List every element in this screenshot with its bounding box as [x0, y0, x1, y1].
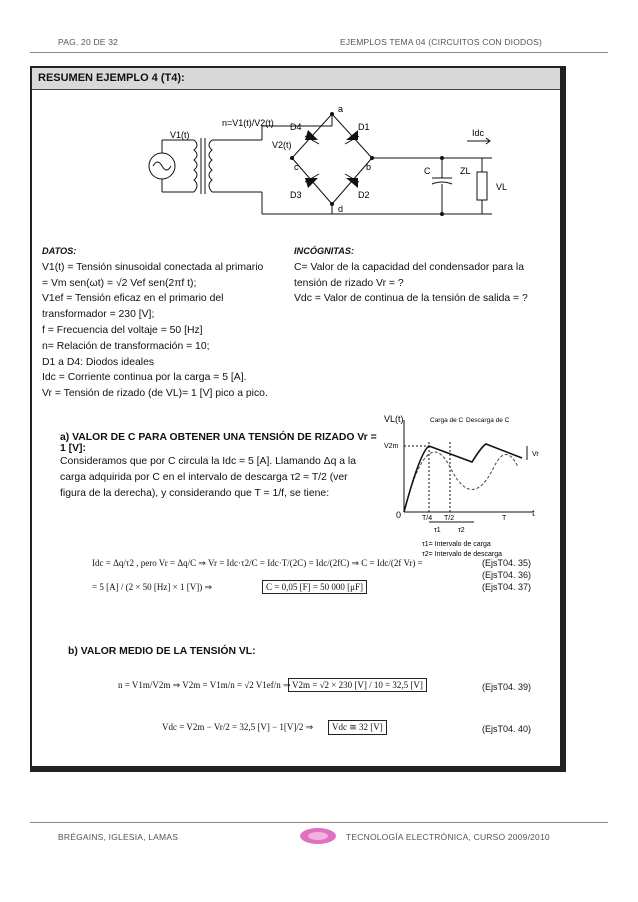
label-ratio: n=V1(t)/V2(t): [222, 118, 274, 128]
section-a-title: a) VALOR DE C PARA OBTENER UNA TENSIÓN DE RIZADO Vr = 1 [V]:: [60, 432, 377, 454]
datos-title: DATOS:: [42, 246, 77, 256]
datos-line: f = Frecuencia del voltaje = 50 [Hz]: [42, 324, 203, 336]
incognitas-line: Vdc = Valor de continua de la tensión de salida = ?: [294, 293, 528, 305]
label-d2: D2: [358, 190, 370, 200]
label-node-d: d: [338, 204, 344, 214]
label-node-c: c: [294, 162, 299, 172]
incognitas-block: [294, 244, 552, 307]
university-logo-icon: [298, 826, 338, 846]
label-idc: Idc: [472, 128, 485, 138]
document-header-title: EJEMPLOS TEMA 04 (CIRCUITOS CON DIODOS): [340, 37, 543, 47]
label-v1: V1(t): [170, 130, 190, 140]
equation-ref-36: (EjsT04. 36): [482, 570, 532, 580]
section-a: [60, 432, 380, 501]
equation-40-derivation: Vdc = V2m − Vr/2 = 32,5 [V] − 1[V]/2 ⇒: [162, 722, 314, 732]
graph-label-t: t: [532, 508, 535, 518]
panel-title: RESUMEN EJEMPLO 4 (T4):: [32, 68, 560, 90]
graph-legend-tau2: τ2= Intervalo de descarga: [422, 551, 503, 558]
footer-course: TECNOLOGÍA ELECTRÓNICA, CURSO 2009/2010: [346, 832, 550, 842]
section-b-title: b) VALOR MEDIO DE LA TENSIÓN VL:: [68, 646, 256, 657]
footer-rule: [30, 822, 608, 823]
datos-line: D1 a D4: Diodos ideales: [42, 356, 155, 368]
graph-label-t4: T/4: [422, 515, 433, 522]
label-v2: V2(t): [272, 140, 292, 150]
datos-line: Vr = Tensión de rizado (de VL)= 1 [V] pico a pico.: [42, 388, 268, 400]
datos-block: [42, 244, 302, 402]
datos-line: V1ef = Tensión eficaz en el primario del: [42, 293, 224, 305]
equation-37-result: C = 0,05 [F] = 50 000 [μF]: [262, 580, 367, 594]
graph-label-t2: T/2: [444, 515, 455, 522]
datos-line: transformador = 230 [V];: [42, 309, 155, 321]
graph-label-vr: Vr: [532, 451, 539, 458]
section-a-line: figura de la derecha), y considerando que T = 1/f, se tiene:: [60, 487, 330, 499]
incognitas-line: C= Valor de la capacidad del condensador para la: [294, 261, 524, 273]
incognitas-title: INCÓGNITAS:: [294, 246, 355, 256]
datos-line: V1(t) = Tensión sinusoidal conectada al primario: [42, 261, 264, 273]
graph-label-v2m: V2m: [384, 443, 399, 450]
ripple-waveform-graph: [382, 412, 554, 562]
graph-label-carga: Carga de C: [430, 417, 464, 424]
graph-label-vl: VL(t): [384, 414, 404, 424]
incognitas-line: tensión de rizado Vr = ?: [294, 277, 404, 289]
equation-ref-35: (EjsT04. 35): [482, 558, 532, 568]
footer-authors: BRÉGAINS, IGLESIA, LAMAS: [58, 832, 179, 842]
equation-40-result: Vdc ≅ 32 [V]: [328, 720, 387, 735]
datos-line: n= Relación de transformación = 10;: [42, 340, 210, 352]
datos-line: Idc = Corriente continua por la carga = 5 [A].: [42, 372, 247, 384]
label-node-b: b: [366, 162, 372, 172]
section-a-line: carga adquirida por C en el intervalo de descarga τ2 ≈ T/2 (ver: [60, 471, 348, 483]
equation-39-result: V2m = √2 × 230 [V] / 10 = 32,5 [V]: [288, 678, 427, 692]
equation-36: = 5 [A] / (2 × 50 [Hz] × 1 [V]) ⇒: [92, 582, 212, 592]
datos-line: = Vm sen(ωt) = √2 Vef sen(2πf t);: [42, 277, 197, 289]
equation-ref-40: (EjsT04. 40): [482, 724, 532, 734]
label-d4: D4: [290, 122, 302, 132]
graph-label-T: T: [502, 515, 507, 522]
equation-35: Idc = Δq/τ2 , pero Vr = Δq/C ⇒ Vr = Idc·τ2/C = Idc·T/(2C) = Idc/(2fC) ⇒ C = Idc/(2f Vr) =: [92, 558, 423, 568]
label-capacitor: C: [424, 166, 431, 176]
graph-label-descarga: Descarga de C: [466, 417, 510, 424]
label-zl: ZL: [460, 166, 471, 176]
graph-label-tau2: τ2: [458, 527, 465, 534]
graph-legend-tau1: τ1= Intervalo de carga: [422, 541, 491, 548]
equation-ref-39: (EjsT04. 39): [482, 682, 532, 692]
equation-ref-37: (EjsT04. 37): [482, 582, 532, 592]
label-node-a: a: [338, 104, 344, 114]
graph-label-tau1: τ1: [434, 527, 441, 534]
label-vl: VL: [496, 182, 508, 192]
label-d3: D3: [290, 190, 302, 200]
label-d1: D1: [358, 122, 370, 132]
graph-label-zero: 0: [396, 510, 402, 520]
section-a-line: Consideramos que por C circula la Idc = 5 [A]. Llamando Δq a la: [60, 456, 357, 467]
example-panel: [30, 66, 566, 772]
page-number: PAG. 20 DE 32: [58, 37, 119, 47]
rectifier-circuit-diagram: [122, 96, 522, 246]
header-rule: [30, 52, 608, 53]
equation-39-derivation: n = V1m/V2m ⇒ V2m = V1m/n = √2 V1ef/n ⇒: [118, 680, 291, 690]
